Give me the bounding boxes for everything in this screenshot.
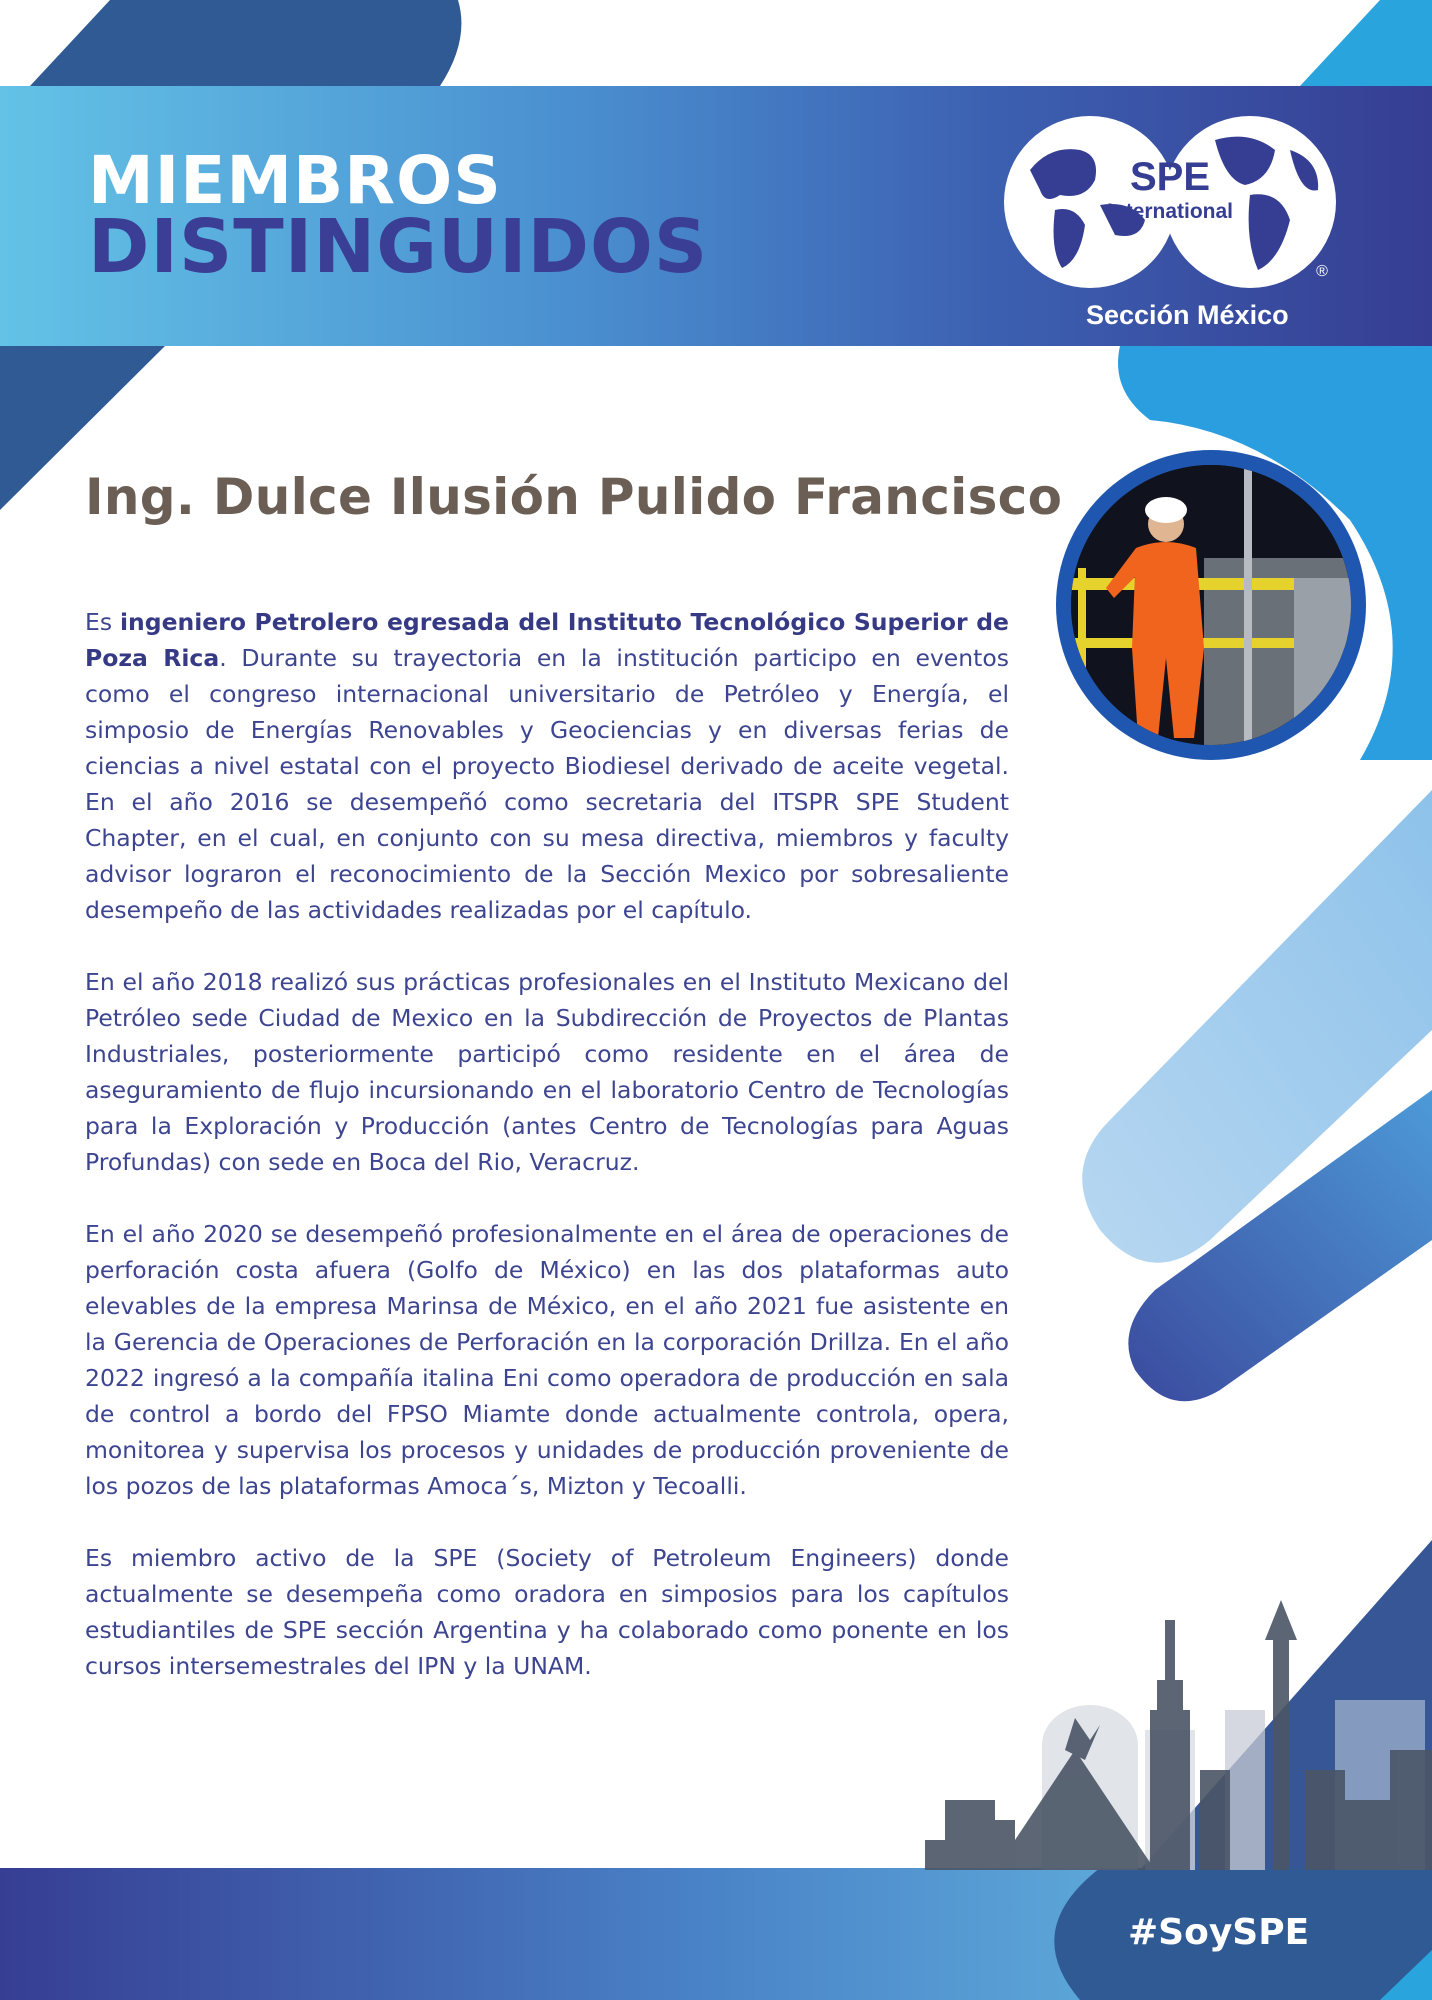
- page-title-line1: MIEMBROS: [88, 142, 502, 219]
- profile-photo: [1054, 448, 1368, 762]
- bio-text: [85, 604, 1009, 1720]
- person-name: Ing. Dulce Ilusión Pulido Francisco: [85, 468, 1063, 526]
- section-label: Sección México: [1086, 300, 1289, 330]
- mexico-city-skyline: [925, 1600, 1432, 1870]
- bio-p1-rest: . Durante su trayectoria en la institución participo en eventos como el congreso internacional universitario de Petróleo y Energía, el simposio de Energías Renovables y Geociencias y en diversas ferias de ciencias a nivel estatal con el proyecto Biodiesel derivado de aceite vegetal. En el año 2016 se desempeñó como secretaria del ITSPR SPE Student Chapter, en el cual, en conjunto con su mesa directiva, miembros y faculty advisor lograron el reconocimiento de la Sección Mexico por sobresaliente desempeño de las actividades realizadas por el capítulo.: [85, 644, 1009, 924]
- bio-paragraph-4: Es miembro activo de la SPE (Society of Petroleum Engineers) donde actualmente se desempeña como oradora en simposios para los capítulos estudiantiles de SPE sección Argentina y ha colaborado como ponente en los cursos intersemestrales del IPN y la UNAM.: [85, 1544, 1009, 1680]
- logo-subtext: International: [1106, 200, 1234, 223]
- bio-p1-intro: Es: [85, 608, 120, 636]
- logo-text: SPE: [1129, 155, 1211, 199]
- page-title-line2: DISTINGUIDOS: [88, 204, 709, 290]
- bio-paragraph-1: [85, 604, 1009, 928]
- bio-paragraph-2: En el año 2018 realizó sus prácticas profesionales en el Instituto Mexicano del Petróleo sede Ciudad de Mexico en la Subdirección de Proyectos de Plantas Industriales, posteriormente participó como residente en el área de aseguramiento de flujo incursionando en el laboratorio Centro de Tecnologías para la Exploración y Producción (antes Centro de Tecnologías para Aguas Profundas) con sede en Boca del Rio, Veracruz.: [85, 968, 1009, 1176]
- bio-p1-highlight: ingeniero Petrolero egresada del Instituto Tecnológico Superior de Poza Rica: [85, 608, 1009, 672]
- bio-paragraph-3: En el año 2020 se desempeñó profesionalmente en el área de operaciones de perforación costa afuera (Golfo de México) en las dos plataformas auto elevables de la empresa Marinsa de México, en el año 2021 fue asistente en la Gerencia de Operaciones de Perforación en la corporación Drillza. En el año 2022 ingresó a la compañía italina Eni como operadora de producción en sala de control a bordo del FPSO Miamte donde actualmente controla, opera, monitorea y supervisa los procesos y unidades de producción proveniente de los pozos de las plataformas Amoca´s, Mizton y Tecoalli.: [85, 1220, 1009, 1500]
- logo-registered: ®: [1316, 263, 1328, 280]
- footer-hashtag: #SoySPE: [1128, 1912, 1310, 1953]
- spe-logo: [1000, 110, 1340, 300]
